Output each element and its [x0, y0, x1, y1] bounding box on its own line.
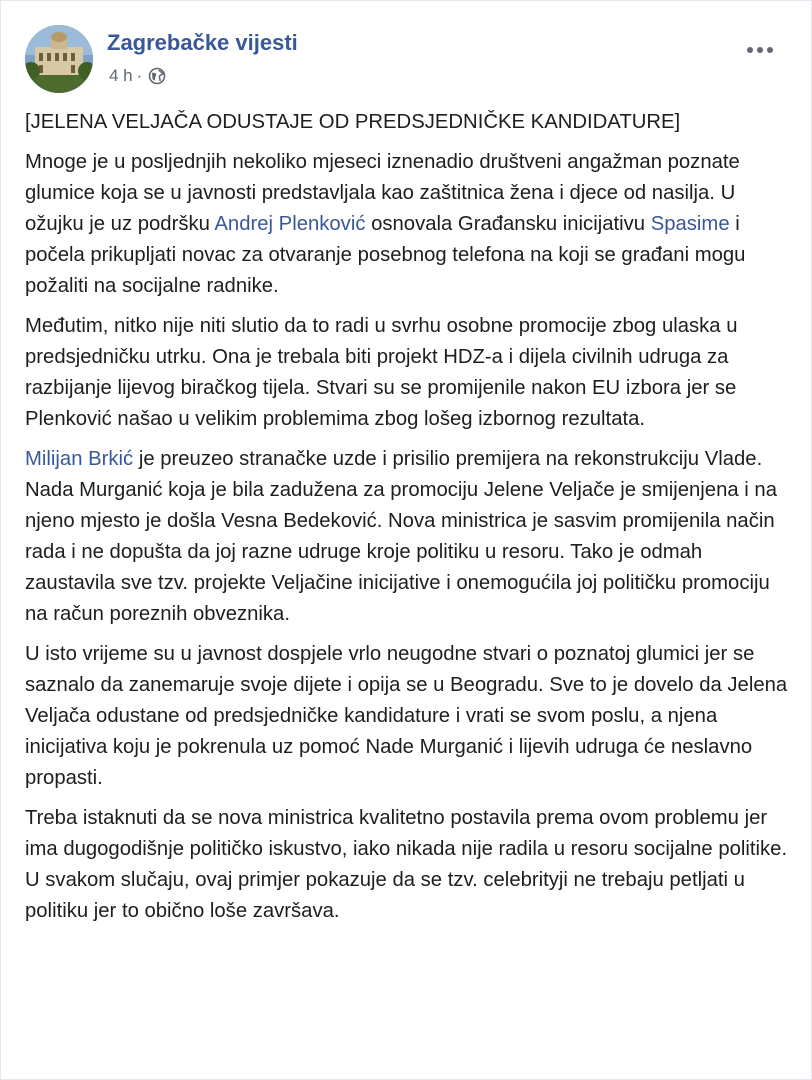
mention-spasime[interactable]: Spasime [650, 213, 730, 235]
paragraph-4: U isto vrijeme su u javnost dospjele vrlo neugodne stvari o poznatoj glumici jer se saznalo da zanemaruje svoje dijete i opija se u Beogradu. Sve to je dovelo da Jelena Veljača odustane od predsjedničke kandidature i vrati se svom poslu, a njena inicijativa koju je pokrenula uz pomoć Nade Murganić i lijevih udruga će neslavno propasti. [25, 643, 788, 789]
paragraph-1 [25, 147, 795, 302]
page-name-link[interactable]: Zagrebačke vijesti [107, 30, 298, 55]
mention-milijan-brkic[interactable]: Milijan Brkić [25, 448, 134, 470]
paragraph-3-text: je preuzeo stranačke uzde i prisilio premijera na rekonstrukciju Vlade. Nada Murganić koja je bila zadužena za promociju Jelene Veljače je smijenjena i na njeno mjesto je došla Vesna Bedeković. Nova ministrica je sasvim promijenila način rada i ne dopušta da joj razne udruge kroje politiku u resoru. Tako je odmah zaustavila sve tzv. projekte Veljačine inicijative i onemogućila joj političku promociju na račun poreznih obveznika. [25, 448, 777, 625]
paragraph-1-text-b: osnovala Građansku inicijativu [365, 213, 651, 235]
post-content [25, 107, 795, 936]
meta-separator: · [136, 66, 143, 85]
paragraph-3 [25, 444, 795, 630]
paragraph-2: Međutim, nitko nije niti slutio da to radi u svrhu osobne promocije zbog ulaska u predsjedničku utrku. Ona je trebala biti projekt HDZ-a i dijela civilnih udruga za razbijanje lijevog biračkog tijela. Stvari su se promijenile nakon EU izbora jer se Plenković našao u velikim problemima zbog lošeg izbornog rezultata. [25, 315, 738, 430]
post-meta [109, 66, 166, 86]
globe-icon[interactable] [148, 67, 166, 85]
page-avatar[interactable] [25, 25, 93, 93]
paragraph-1-text-a: Mnoge je u posljednjih nekoliko mjeseci iznenadio društveni angažman poznate glumice koja se u javnosti predstavljala kao zaštitnica žena i djece od nasilja. U ožujku je uz podršku [25, 151, 740, 235]
post-time[interactable]: 4 h [109, 66, 133, 85]
paragraph-1-text-c: i počela prikupljati novac za otvaranje posebnog telefona na koji se građani mogu požaliti na socijalne radnike. [25, 213, 746, 297]
post-headline: [JELENA VELJAČA ODUSTAJE OD PREDSJEDNIČKE KANDIDATURE] [25, 111, 681, 133]
post-header [25, 21, 789, 93]
paragraph-5: Treba istaknuti da se nova ministrica kvalitetno postavila prema ovom problemu jer ima dugogodišnje političko iskustvo, iako nikada nije radila u resoru socijalne politike. U svakom slučaju, ovaj primjer pokazuje da se tzv. celebrityji ne trebaju petljati u politiku jer to obično loše završava. [25, 807, 788, 922]
building-photo-icon [25, 25, 93, 93]
more-options-icon[interactable] [747, 47, 773, 53]
mention-andrej-plenkovic[interactable]: Andrej Plenković [214, 213, 366, 235]
